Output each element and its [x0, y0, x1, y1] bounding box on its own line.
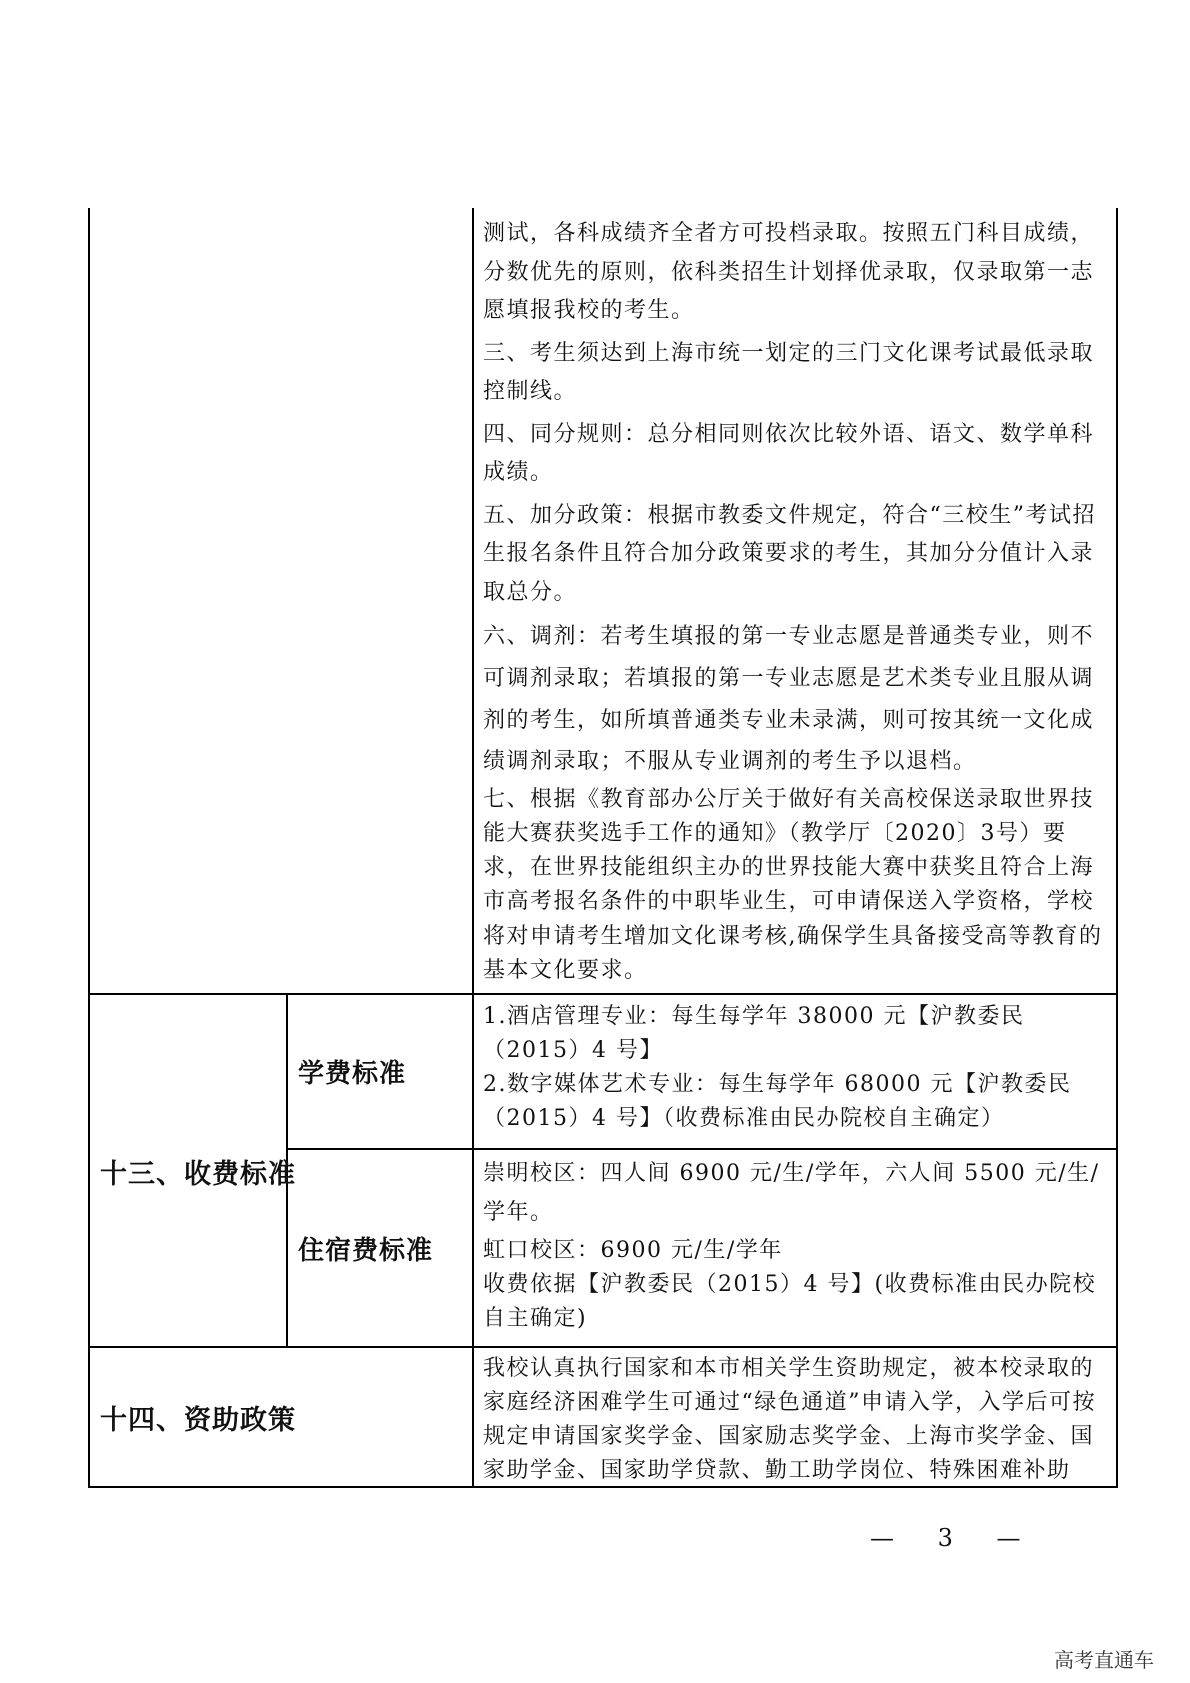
- tuition-line-1: 1.酒店管理专业：每生每学年 38000 元【沪教委民（2015）4 号】: [483, 1004, 1025, 1064]
- accommodation-cell: [483, 1155, 1103, 1336]
- watermark-text: 高考直通车: [1054, 1648, 1154, 1672]
- row-separator-fees-aid: [88, 1346, 1118, 1348]
- table-divider-col1: [472, 208, 474, 1488]
- rules-paragraph-5: 六、调剂：若考生填报的第一专业志愿是普通类专业，则不可调剂录取；若填报的第一专业志愿是艺术类专业且服从调剂的考生，如所填普通类专业未录满，则可按其统一文化成绩调剂录取；不服从专业调剂的考生予以退档。: [483, 624, 1095, 775]
- tuition-label: 学费标准: [298, 1059, 407, 1089]
- accommodation-line-3: 收费依据【沪教委民（2015）4 号】(收费标准由民办院校自主确定): [483, 1272, 1097, 1332]
- aid-cell: [483, 1352, 1103, 1488]
- tuition-line-2: 2.数字媒体艺术专业：每生每学年 68000 元【沪教委民（2015）4 号】（收费标准由民办院校自主确定）: [483, 1072, 1072, 1132]
- page-number: — 3 —: [870, 1524, 1039, 1552]
- fees-section-title: 十三、收费标准: [100, 1159, 296, 1190]
- accommodation-label: 住宿费标准: [298, 1236, 434, 1266]
- accommodation-line-2: 虹口校区：6900 元/生/学年: [483, 1238, 783, 1263]
- row-separator-tuition-accommodation: [286, 1148, 1118, 1150]
- rules-paragraph-3: 四、同分规则：总分相同则依次比较外语、语文、数学单科成绩。: [483, 421, 1095, 485]
- table-left-border: [88, 208, 90, 1488]
- rules-paragraph-4: 五、加分政策：根据市教委文件规定，符合“三校生”考试招生报名条件且符合加分政策要求的考生，其加分分值计入录取总分。: [483, 502, 1096, 605]
- rules-paragraph-2: 三、考生须达到上海市统一划定的三门文化课考试最低录取控制线。: [483, 340, 1095, 404]
- rules-paragraph-1: 测试，各科成绩齐全者方可投档录取。按照五门科目成绩，分数优先的原则，依科类招生计划择优录取，仅录取第一志愿填报我校的考生。: [483, 221, 1095, 323]
- rules-paragraph-6: 七、根据《教育部办公厅关于做好有关高校保送录取世界技能大赛获奖选手工作的通知》（教学厅〔2020〕3号）要求，在世界技能组织主办的世界技能大赛中获奖且符合上海市高考报名条件的中职毕业生，可申请保送入学资格，学校将对申请考生增加文化课考核,确保学生具备接受高等教育的基本文化要求。: [483, 787, 1103, 983]
- admission-rules-cell: [483, 215, 1103, 988]
- table-right-border: [1116, 208, 1118, 1488]
- accommodation-line-1: 崇明校区：四人间 6900 元/生/学年，六人间 5500 元/生/学年。: [483, 1161, 1100, 1225]
- tuition-cell: [483, 1000, 1103, 1136]
- aid-text: 我校认真执行国家和本市相关学生资助规定，被本校录取的家庭经济困难学生可通过“绿色通道”申请入学，入学后可按规定申请国家奖学金、国家励志奖学金、上海市奖学金、国家助学金、国家助学贷款、勤工助学岗位、特殊困难补助: [483, 1356, 1096, 1484]
- row-separator-rules-fees: [88, 993, 1118, 995]
- aid-section-title: 十四、资助政策: [100, 1405, 296, 1436]
